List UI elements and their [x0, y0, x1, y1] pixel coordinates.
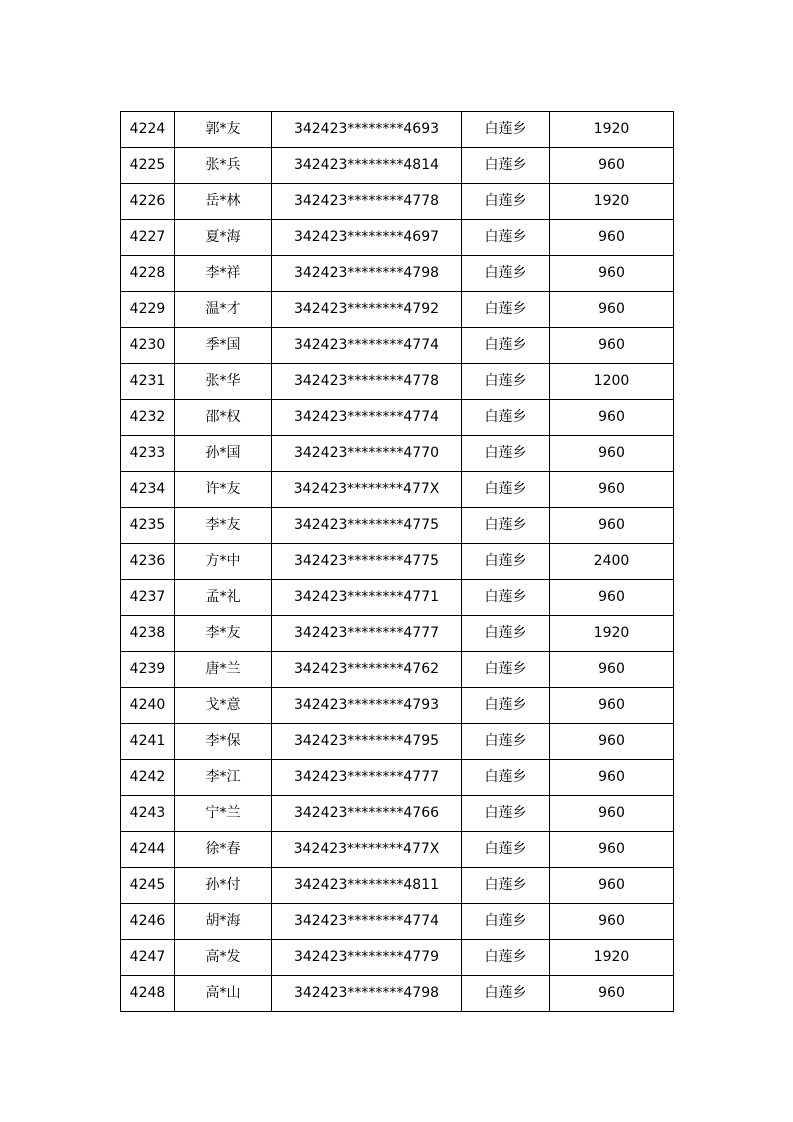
table-row: [121, 508, 674, 544]
table-row: [121, 904, 674, 940]
row-number-cell: 4225: [121, 148, 175, 184]
row-number-cell: 4234: [121, 472, 175, 508]
row-number-cell: 4242: [121, 760, 175, 796]
township-cell: 白莲乡: [462, 184, 550, 220]
id-number-cell: 342423********4766: [272, 796, 462, 832]
township-cell: 白莲乡: [462, 724, 550, 760]
amount-cell: 1920: [550, 616, 674, 652]
amount-cell: 960: [550, 760, 674, 796]
row-number-cell: 4244: [121, 832, 175, 868]
township-cell: 白莲乡: [462, 940, 550, 976]
table-row: [121, 652, 674, 688]
id-number-cell: 342423********4777: [272, 616, 462, 652]
name-cell: 李*祥: [175, 256, 272, 292]
table-row: [121, 184, 674, 220]
table-row: [121, 256, 674, 292]
township-cell: 白莲乡: [462, 688, 550, 724]
id-number-cell: 342423********4774: [272, 904, 462, 940]
township-cell: 白莲乡: [462, 292, 550, 328]
name-cell: 岳*林: [175, 184, 272, 220]
township-cell: 白莲乡: [462, 760, 550, 796]
name-cell: 季*国: [175, 328, 272, 364]
amount-cell: 960: [550, 796, 674, 832]
row-number-cell: 4239: [121, 652, 175, 688]
name-cell: 徐*春: [175, 832, 272, 868]
amount-cell: 960: [550, 436, 674, 472]
amount-cell: 960: [550, 976, 674, 1012]
name-cell: 李*江: [175, 760, 272, 796]
amount-cell: 960: [550, 472, 674, 508]
row-number-cell: 4245: [121, 868, 175, 904]
row-number-cell: 4229: [121, 292, 175, 328]
township-cell: 白莲乡: [462, 400, 550, 436]
amount-cell: 960: [550, 292, 674, 328]
id-number-cell: 342423********4811: [272, 868, 462, 904]
name-cell: 戈*意: [175, 688, 272, 724]
table-row: [121, 544, 674, 580]
name-cell: 张*兵: [175, 148, 272, 184]
name-cell: 高*发: [175, 940, 272, 976]
id-number-cell: 342423********4793: [272, 688, 462, 724]
id-number-cell: 342423********4762: [272, 652, 462, 688]
township-cell: 白莲乡: [462, 112, 550, 148]
row-number-cell: 4248: [121, 976, 175, 1012]
table-row: [121, 472, 674, 508]
table-row: [121, 940, 674, 976]
township-cell: 白莲乡: [462, 796, 550, 832]
township-cell: 白莲乡: [462, 148, 550, 184]
row-number-cell: 4236: [121, 544, 175, 580]
table-row: [121, 220, 674, 256]
township-cell: 白莲乡: [462, 364, 550, 400]
amount-cell: 960: [550, 904, 674, 940]
table-row: [121, 760, 674, 796]
table-row: [121, 976, 674, 1012]
amount-cell: 1200: [550, 364, 674, 400]
township-cell: 白莲乡: [462, 976, 550, 1012]
table-row: [121, 832, 674, 868]
name-cell: 宁*兰: [175, 796, 272, 832]
id-number-cell: 342423********4798: [272, 256, 462, 292]
amount-cell: 1920: [550, 940, 674, 976]
amount-cell: 960: [550, 652, 674, 688]
id-number-cell: 342423********4798: [272, 976, 462, 1012]
township-cell: 白莲乡: [462, 652, 550, 688]
id-number-cell: 342423********4771: [272, 580, 462, 616]
township-cell: 白莲乡: [462, 868, 550, 904]
id-number-cell: 342423********4795: [272, 724, 462, 760]
township-cell: 白莲乡: [462, 256, 550, 292]
id-number-cell: 342423********4774: [272, 400, 462, 436]
township-cell: 白莲乡: [462, 904, 550, 940]
amount-cell: 960: [550, 688, 674, 724]
name-cell: 许*友: [175, 472, 272, 508]
table-row: [121, 364, 674, 400]
name-cell: 郭*友: [175, 112, 272, 148]
amount-cell: 960: [550, 256, 674, 292]
table-row: [121, 400, 674, 436]
name-cell: 李*保: [175, 724, 272, 760]
township-cell: 白莲乡: [462, 508, 550, 544]
row-number-cell: 4230: [121, 328, 175, 364]
row-number-cell: 4231: [121, 364, 175, 400]
row-number-cell: 4241: [121, 724, 175, 760]
township-cell: 白莲乡: [462, 580, 550, 616]
table-row: [121, 616, 674, 652]
id-number-cell: 342423********4779: [272, 940, 462, 976]
table-row: [121, 148, 674, 184]
amount-cell: 960: [550, 724, 674, 760]
id-number-cell: 342423********4778: [272, 364, 462, 400]
township-cell: 白莲乡: [462, 436, 550, 472]
name-cell: 温*才: [175, 292, 272, 328]
row-number-cell: 4240: [121, 688, 175, 724]
row-number-cell: 4228: [121, 256, 175, 292]
id-number-cell: 342423********4778: [272, 184, 462, 220]
name-cell: 李*友: [175, 508, 272, 544]
table-row: [121, 796, 674, 832]
name-cell: 夏*海: [175, 220, 272, 256]
amount-cell: 2400: [550, 544, 674, 580]
amount-cell: 960: [550, 220, 674, 256]
id-number-cell: 342423********4814: [272, 148, 462, 184]
amount-cell: 960: [550, 832, 674, 868]
amount-cell: 960: [550, 580, 674, 616]
table-body: [121, 112, 674, 1012]
name-cell: 孙*付: [175, 868, 272, 904]
table-row: [121, 112, 674, 148]
amount-cell: 960: [550, 328, 674, 364]
township-cell: 白莲乡: [462, 472, 550, 508]
township-cell: 白莲乡: [462, 544, 550, 580]
amount-cell: 960: [550, 148, 674, 184]
name-cell: 方*中: [175, 544, 272, 580]
name-cell: 唐*兰: [175, 652, 272, 688]
row-number-cell: 4226: [121, 184, 175, 220]
name-cell: 高*山: [175, 976, 272, 1012]
name-cell: 张*华: [175, 364, 272, 400]
row-number-cell: 4247: [121, 940, 175, 976]
id-number-cell: 342423********4775: [272, 544, 462, 580]
row-number-cell: 4224: [121, 112, 175, 148]
row-number-cell: 4232: [121, 400, 175, 436]
amount-cell: 960: [550, 400, 674, 436]
id-number-cell: 342423********477X: [272, 832, 462, 868]
amount-cell: 1920: [550, 112, 674, 148]
name-cell: 李*友: [175, 616, 272, 652]
table-row: [121, 580, 674, 616]
id-number-cell: 342423********477X: [272, 472, 462, 508]
row-number-cell: 4237: [121, 580, 175, 616]
table-row: [121, 292, 674, 328]
id-number-cell: 342423********4697: [272, 220, 462, 256]
amount-cell: 960: [550, 868, 674, 904]
township-cell: 白莲乡: [462, 832, 550, 868]
id-number-cell: 342423********4775: [272, 508, 462, 544]
row-number-cell: 4243: [121, 796, 175, 832]
name-cell: 孙*国: [175, 436, 272, 472]
id-number-cell: 342423********4770: [272, 436, 462, 472]
row-number-cell: 4233: [121, 436, 175, 472]
amount-cell: 960: [550, 508, 674, 544]
row-number-cell: 4238: [121, 616, 175, 652]
row-number-cell: 4235: [121, 508, 175, 544]
data-table: [120, 111, 674, 1012]
table-row: [121, 436, 674, 472]
amount-cell: 1920: [550, 184, 674, 220]
table-row: [121, 868, 674, 904]
id-number-cell: 342423********4693: [272, 112, 462, 148]
id-number-cell: 342423********4774: [272, 328, 462, 364]
name-cell: 孟*礼: [175, 580, 272, 616]
id-number-cell: 342423********4777: [272, 760, 462, 796]
township-cell: 白莲乡: [462, 220, 550, 256]
table-row: [121, 688, 674, 724]
table-row: [121, 328, 674, 364]
row-number-cell: 4246: [121, 904, 175, 940]
id-number-cell: 342423********4792: [272, 292, 462, 328]
name-cell: 邵*权: [175, 400, 272, 436]
township-cell: 白莲乡: [462, 328, 550, 364]
name-cell: 胡*海: [175, 904, 272, 940]
township-cell: 白莲乡: [462, 616, 550, 652]
row-number-cell: 4227: [121, 220, 175, 256]
table-row: [121, 724, 674, 760]
